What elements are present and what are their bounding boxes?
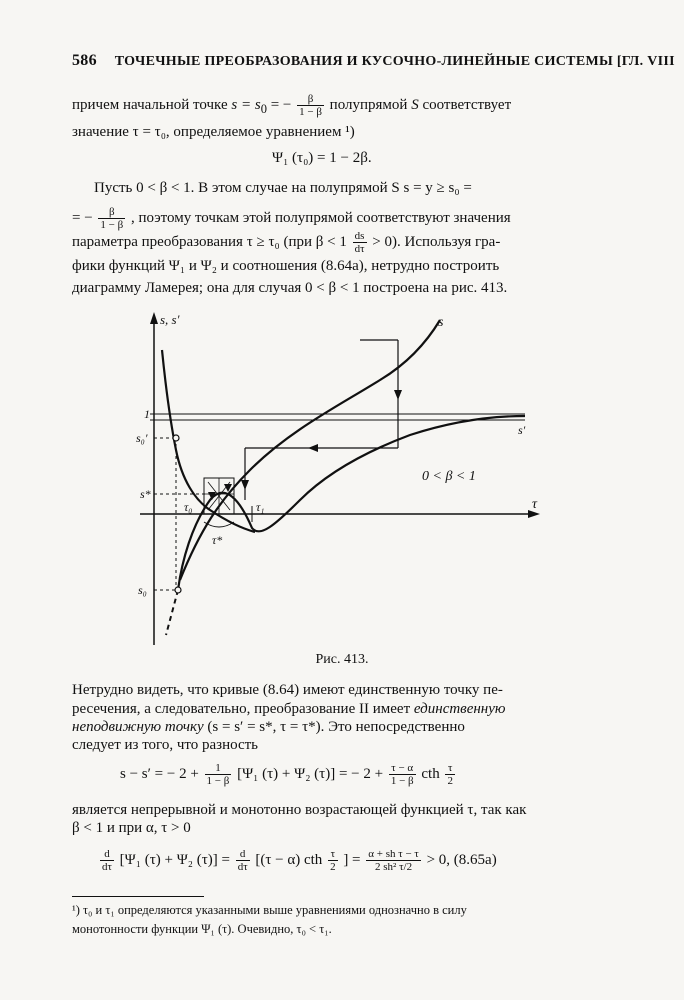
curve-s-prime-label: s′: [518, 423, 526, 437]
region-label: 0 < β < 1: [422, 469, 476, 484]
tick-one-label: 1: [144, 407, 150, 421]
curve-s-prime: [178, 416, 525, 590]
para3-line3: неподвижную точку (s = s′ = s*, τ = τ*). Это непосредственно: [72, 719, 465, 735]
equation-psi1: Ψ₁ (τ₀) = 1 − 2β.: [272, 150, 372, 166]
fraction: $\frac{\beta}{1 - \beta}$: [100, 206, 124, 231]
footnote-line1: ¹) τ₀ и τ₁ определяются указанными выше уравнениями однозначно в силу: [72, 903, 467, 917]
fraction: $\frac{ds}{d\tau}$: [354, 230, 365, 255]
para3-line4: следует из того, что разность: [72, 737, 259, 753]
tau0-label: τ₀: [184, 500, 193, 514]
lamerey-diagram: [136, 310, 540, 645]
curve-dashed-extension: [166, 590, 178, 635]
marker-s0: [175, 587, 181, 593]
page-number: 586: [72, 52, 97, 69]
tick-sstar-label: s*: [140, 487, 151, 501]
para4-line2: β < 1 и при α, τ > 0: [72, 820, 191, 836]
para1-line2: значение τ = τ₀, определяемое уравнением ¹): [72, 124, 355, 140]
para3-line2: ресечения, а следовательно, преобразование II имеет единственную: [72, 701, 506, 717]
tick-s0-label: s₀: [138, 583, 147, 597]
para4-line1: является непрерывной и монотонно возрастающей функцией τ, так как: [72, 802, 527, 818]
para3-line1: Нетрудно видеть, что кривые (8.64) имеют единственную точку пе-: [72, 682, 503, 698]
tau-star-label: τ*: [212, 533, 223, 547]
y-axis-label: s, s′: [160, 312, 180, 327]
curve-s-label: s: [438, 315, 444, 330]
para2-line5: диаграмму Ламерея; она для случая 0 < β < 1 построена на рис. 413.: [72, 280, 508, 296]
para1-line1: причем начальной точке $s = s_0$ = − $\frac{\beta}{1 - \beta}$ полупрямой S соответствует: [72, 93, 512, 118]
x-axis-label: τ: [532, 497, 538, 512]
para2-line1: Пусть 0 < β < 1. В этом случае на полупрямой S s = y ≥ s₀ =: [94, 180, 472, 196]
tau1-label: τ₁: [256, 500, 265, 514]
running-header: [72, 52, 675, 70]
fraction: $\frac{\beta}{1 - \beta}$: [299, 93, 322, 118]
figure-caption: Рис. 413.: [315, 652, 369, 667]
para2-line3: параметра преобразования τ ≥ τ₀ (при β < 1 $\frac{ds}{d\tau}$ > 0). Используя гра-: [72, 230, 501, 255]
running-title: ТОЧЕЧНЫЕ ПРЕОБРАЗОВАНИЯ И КУСОЧНО-ЛИНЕЙНЫЕ СИСТЕМЫ [ГЛ. VIII: [114, 54, 675, 69]
equation-derivative: $\frac{d}{d\tau}$ [Ψ₁ (τ) + Ψ₂ (τ)] = $\frac{d}{d\tau}$ [(τ − α) cth $\frac{\tau}{2}$ ] = $\frac{\text{α + sh τ − τ}}{\text{2 sh² τ/2}}$ > 0, (8.65а): [102, 848, 497, 873]
footnote-line2: монотонности функции Ψ₁ (τ). Очевидно, τ₀ < τ₁.: [72, 922, 332, 936]
footnote-rule: [72, 896, 204, 897]
y-axis-arrow: [150, 312, 158, 324]
equation-tag: (8.65а): [453, 851, 497, 868]
tick-s0p-label: s₀′: [136, 431, 148, 445]
para2-line4: фики функций Ψ₁ и Ψ₂ и соотношения (8.64а), нетрудно построить: [72, 258, 500, 274]
para2-line2: = − $\frac{\beta}{1 - \beta}$ , поэтому точкам этой полупрямой соответствуют значения: [72, 206, 511, 231]
equation-difference: s − s′ = − 2 + $\frac{1}{1 - \beta}$ [Ψ₁ (τ) + Ψ₂ (τ)] = − 2 + $\frac{\tau - \alpha}{1 - \beta}$ cth $\frac{\tau}{2}$: [120, 762, 453, 787]
marker-s0p: [173, 435, 179, 441]
